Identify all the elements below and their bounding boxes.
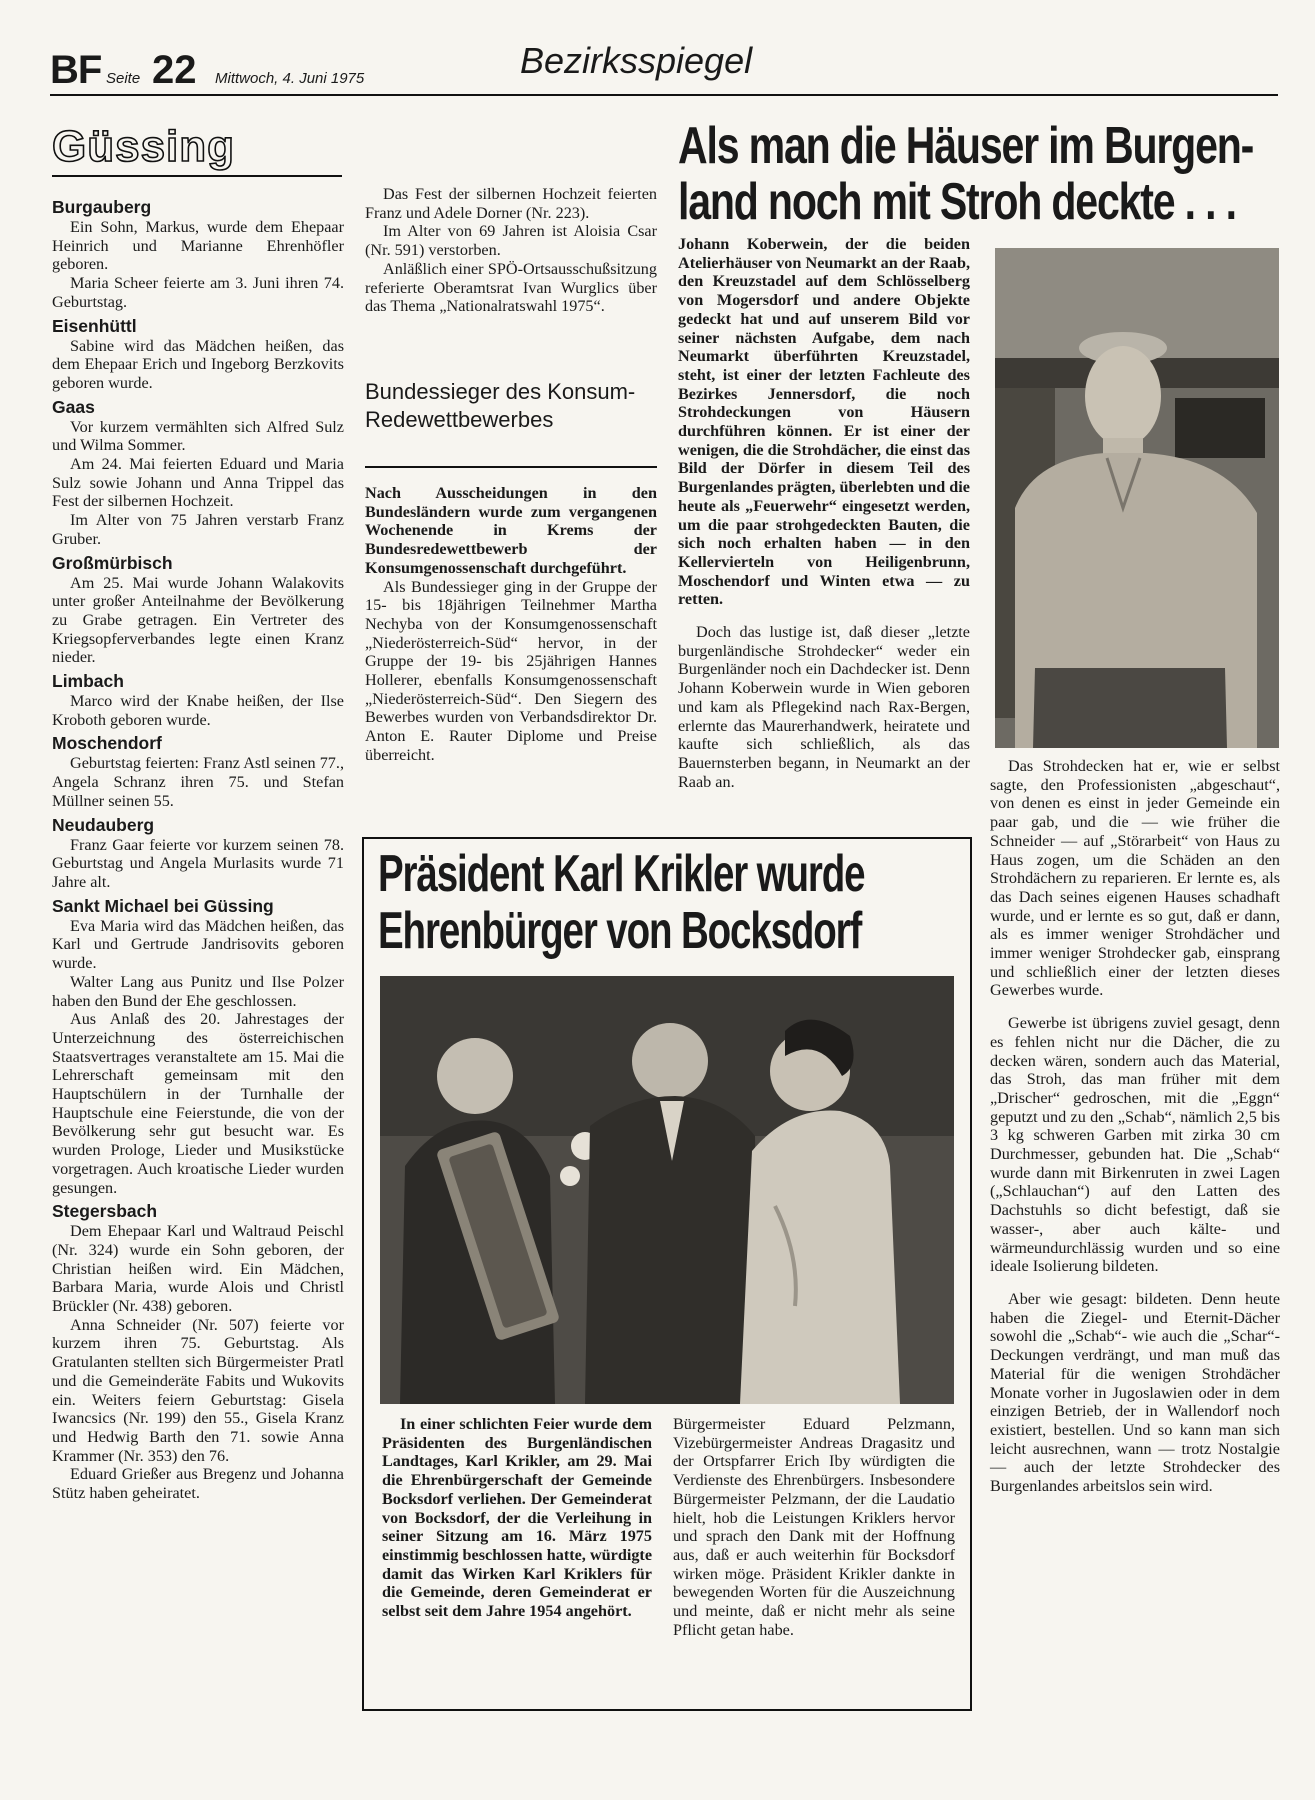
local-news-column-2: [365, 185, 657, 316]
news-item: Franz Gaar feierte vor kurzem seinen 78. Geburtstag und Angela Murlasits wurde 71 Jahre alt.: [52, 835, 344, 891]
ceremony-illustration: [380, 976, 954, 1404]
krikler-col-1: [382, 1415, 652, 1621]
koberwein-photo: [995, 248, 1279, 748]
krikler-col-2: [673, 1415, 955, 1639]
local-section-title: Güssing: [52, 122, 236, 171]
krikler-headline: [378, 846, 864, 960]
news-item: Walter Lang aus Punitz und Ilse Polzer haben den Bund der Ehe geschlossen.: [52, 972, 344, 1010]
news-item: Sabine wird das Mädchen heißen, das dem Ehepaar Erich und Ingeborg Berzkovits geboren wurde.: [52, 336, 344, 392]
stroh-headline-line-2: land noch mit Stroh deckte . . .: [678, 173, 1236, 231]
place-heading: Limbach: [52, 671, 124, 692]
news-item: Anna Schneider (Nr. 507) feierte vor kurzem ihren 75. Geburtstag. Als Gratulanten stellten sich Bürgermeister Pratl und die Gemeinderäte Fabits und Wukovits ein. Weiters feiern Geburtstag: Gisela Iwancsics (Nr. 199) den 55., Gisela Kranz und Hedwig Barth den 71. sowie Anna Krammer (Nr. 353) den 76.: [52, 1315, 344, 1465]
news-item: Im Alter von 69 Jahren ist Aloisia Csar (Nr. 591) verstorben.: [365, 222, 657, 260]
place-heading: Burgauberg: [52, 197, 152, 217]
news-item: Am 25. Mai wurde Johann Walakovits unter großer Anteilnahme der Bevölkerung zu Grabe getragen. Ein Vertreter des Kriegsopferverbandes legte einen Kranz nieder.: [52, 573, 344, 667]
news-item: Das Fest der silbernen Hochzeit feierten Franz und Adele Dorner (Nr. 223).: [365, 185, 657, 222]
stroh-body-1: Doch das lustige ist, daß dieser „letzte burgenländische Strohdecker“ weder ein Burgenländer noch ein Dachdecker ist. Denn Johann Koberwein wurde in Wien geboren und kam als Pflegekind nach Rax-Bergen, erlernte das Maurerhandwerk, heiratete und kaufte sich schließlich, als das Bauernsterben begann, in Neumarkt an der Raab an.: [678, 623, 970, 791]
krikler-body-1: Bürgermeister Eduard Pelzmann, Vizebürgermeister Andreas Dragasitz und der Ortspfarrer Erich Iby würdigten die Verdienste des Ehrenbürgers. Insbesondere Bürgermeister Pelzmann, der die Laudatio hielt, hob die Leistungen Kriklers hervor und sprach den Dank mit der Hoffnung aus, daß er auch weiterhin für Bocksdorf wirken möge. Präsident Krikler dankte in bewegenden Worten für die Auszeichnung und meinte, daß er nicht mehr als seine Pflicht getan habe.: [673, 1415, 955, 1639]
stroh-headline: [678, 118, 1253, 230]
local-news-column-1: [52, 193, 344, 1503]
konsum-rule: [365, 466, 657, 468]
news-item: Eva Maria wird das Mädchen heißen, das Karl und Gertrude Jandrisovits geboren wurde.: [52, 916, 344, 973]
krikler-headline-line-1: Präsident Karl Krikler wurde: [378, 845, 865, 903]
place-heading: Moschendorf: [52, 733, 162, 754]
news-item: Anläßlich einer SPÖ-Ortsausschußsitzung referierte Oberamtsrat Ivan Wurglics über das Thema „Nationalratswahl 1975“.: [365, 259, 657, 316]
stroh-body-2: Das Strohdecken hat er, wie er selbst sagte, den Professionisten „abgeschaut“, von denen es einst in jeder Gemeinde ein paar gab, und die — wie früher die Schneider — auf „Störarbeit“ von Haus zu Haus zogen, um die Schäden an den Strohdächern zu reparieren. Er lernte es, als das Dach seines eigenen Hauses schadhaft wurde, und er lernte es so gut, daß er dann, als es immer weniger Strohdächer und immer weniger Strohdecker gab, einsprang und schließlich einer der letzten dieses Gewerbes wurde.: [990, 757, 1280, 1000]
konsum-article: [365, 484, 657, 765]
stroh-body-4: Aber wie gesagt: bildeten. Denn heute haben die Ziegel- und Eternit-Dächer sowohl die „Schab“- wie auch die „Schar“-Deckungen verdrängt, und man muß das Material für die wenigen Strohdächer Monate vorher in Jugoslawien oder in dem einzigen Betrieb, der in Wallendorf noch existiert, bestellen. Und so kann man sich leicht ausrechnen, wann — trotz Nostalgie — auch der letzte Strohdecker des Burgenlandes arbeitslos sein wird.: [990, 1289, 1280, 1496]
header-rule: [50, 94, 1278, 96]
place-heading: Großmürbisch: [52, 552, 173, 573]
news-item: Geburtstag feierten: Franz Astl seinen 77., Angela Schranz ihren 75. und Stefan Müllner seinen 55.: [52, 754, 344, 810]
place-heading: Stegersbach: [52, 1201, 158, 1222]
krikler-ceremony-photo: [380, 976, 954, 1404]
newspaper-logo: BF: [50, 48, 102, 92]
news-item: Marco wird der Knabe heißen, der Ilse Kroboth geboren wurde.: [52, 692, 344, 729]
konsum-headline: Bundessieger des Konsum-Redewettbewerbes: [365, 379, 636, 432]
koberwein-illustration: [995, 248, 1279, 748]
stroh-body-3: Gewerbe ist übrigens zuviel gesagt, denn es fehlen nicht nur die Dächer, die zu decken wären, sondern auch das Material, das Stroh, das man früher mit dem „Drischer“ gedroschen, mit die „Eggn“ geputzt und zu den „Schab“, nämlich 2,5 bis 3 kg schweren Garben mit zirka 30 cm Durchmesser, gebunden hat. Die „Schab“ wurde dann mit Birkenruten in zwei Lagen („Schlauchan“) auf den Latten des Dachstuhls so dicht befestigt, daß sie wasser-, aber auch kälte- und wärmeundurchlässig wurden und so eine ideale Isolierung bildeten.: [990, 1014, 1280, 1276]
local-title-rule: [52, 175, 342, 177]
news-item: Im Alter von 75 Jahren verstarb Franz Gruber.: [52, 511, 344, 548]
news-item: Dem Ehepaar Karl und Waltraud Peischl (Nr. 324) wurde ein Sohn geboren, der Christian heißen wird. Ein Mädchen, Barbara Maria, wurde Alois und Christl Brückler (Nr. 438) geboren.: [52, 1222, 344, 1316]
news-item: Maria Scheer feierte am 3. Juni ihren 74. Geburtstag.: [52, 274, 344, 311]
stroh-headline-line-1: Als man die Häuser im Burgen-: [678, 117, 1254, 175]
stroh-lead-column: [678, 235, 970, 791]
place-heading: Gaas: [52, 396, 95, 417]
krikler-headline-line-2: Ehrenbürger von Bocksdorf: [378, 902, 862, 960]
krikler-lead: In einer schlichten Feier wurde dem Präsidenten des Burgenländischen Landtages, Karl Krikler, am 29. Mai die Ehrenbürgerschaft der Gemeinde Bocksdorf verliehen. Der Gemeinderat von Bocksdorf, der die Verleihung in seiner Sitzung am 16. März 1975 einstimmig beschlossen hatte, würdigte damit das Wirken Karl Kriklers für die Gemeinde, deren Gemeinderat er selbst seit dem Jahre 1954 angehört.: [382, 1415, 652, 1621]
section-title: Bezirksspiegel: [520, 40, 753, 81]
place-heading: Eisenhüttl: [52, 315, 137, 336]
konsum-body: Als Bundessieger ging in der Gruppe der 15- bis 18jährigen Teilnehmer Martha Nechyba von der Konsumgenossenschaft „Niederösterreich-Süd“ hervor, in der Gruppe der 19- bis 25jährigen Hannes Hollerer, ebenfalls Konsumgenossenschaft „Niederösterreich-Süd“. Den Siegern des Bewerbes wurden von Verbandsdirektor Dr. Anton E. Rauter Diplome und Preise überreicht.: [365, 577, 657, 764]
place-heading: Sankt Michael bei Güssing: [52, 895, 274, 916]
stroh-lead: Johann Koberwein, der die beiden Atelierhäuser von Neumarkt an der Raab, den Kreuzstadel auf dem Schlösselberg von Mogersdorf und andere Objekte gedeckt hat und auf unserem Bild vor seiner nächsten Aufgabe, dem nach Neumarkt überführten Kreuzstadel, steht, ist einer der letzten Fachleute des Bezirkes Jennersdorf, die noch Strohdeckungen von Häusern durchführen können. Er ist einer der wenigen, die die Strohdächer, die einst das Bild der Dörfer in diesem Teil des Burgenlandes prägten, überlebten und die heute als „Feuerwehr“ eingesetzt werden, um die paar strohgedeckten Bauten, die sich noch erhalten haben — in den Kellervierteln von Heiligenbrunn, Moschendorf und Winten etwa — zu retten.: [678, 235, 970, 609]
page-label: Seite: [106, 70, 141, 87]
konsum-lead: Nach Ausscheidungen in den Bundesländern wurde zum vergangenen Wochenende in Krems der Bundesredewettbewerb der Konsumgenossenschaft durchgeführt.: [365, 484, 657, 577]
news-item: Ein Sohn, Markus, wurde dem Ehepaar Heinrich und Marianne Ehrenhöfler geboren.: [52, 218, 344, 274]
place-heading: Neudauberg: [52, 814, 155, 835]
news-item: Eduard Grießer aus Bregenz und Johanna Stütz haben geheiratet.: [52, 1465, 344, 1503]
issue-date: Mittwoch, 4. Juni 1975: [215, 70, 365, 87]
page-number: 22: [152, 48, 197, 92]
news-item: Am 24. Mai feierten Eduard und Maria Sulz sowie Johann und Anna Trippel das Fest der silbernen Hochzeit.: [52, 455, 344, 511]
news-item: Vor kurzem vermählten sich Alfred Sulz und Wilma Sommer.: [52, 417, 344, 455]
stroh-right-column: [990, 757, 1280, 1496]
news-item: Aus Anlaß des 20. Jahrestages der Unterzeichnung des österreichischen Staatsvertrages veranstaltete am 15. Mai die Lehrerschaft gemeinsam mit den Hauptschülern in der Turnhalle der Hauptschule eine Feierstunde, die von der Bevölkerung sehr gut besucht war. Es wurden Prologe, Lieder und Musikstücke vorgetragen. Auch kroatische Lieder wurden gesungen.: [52, 1010, 344, 1197]
